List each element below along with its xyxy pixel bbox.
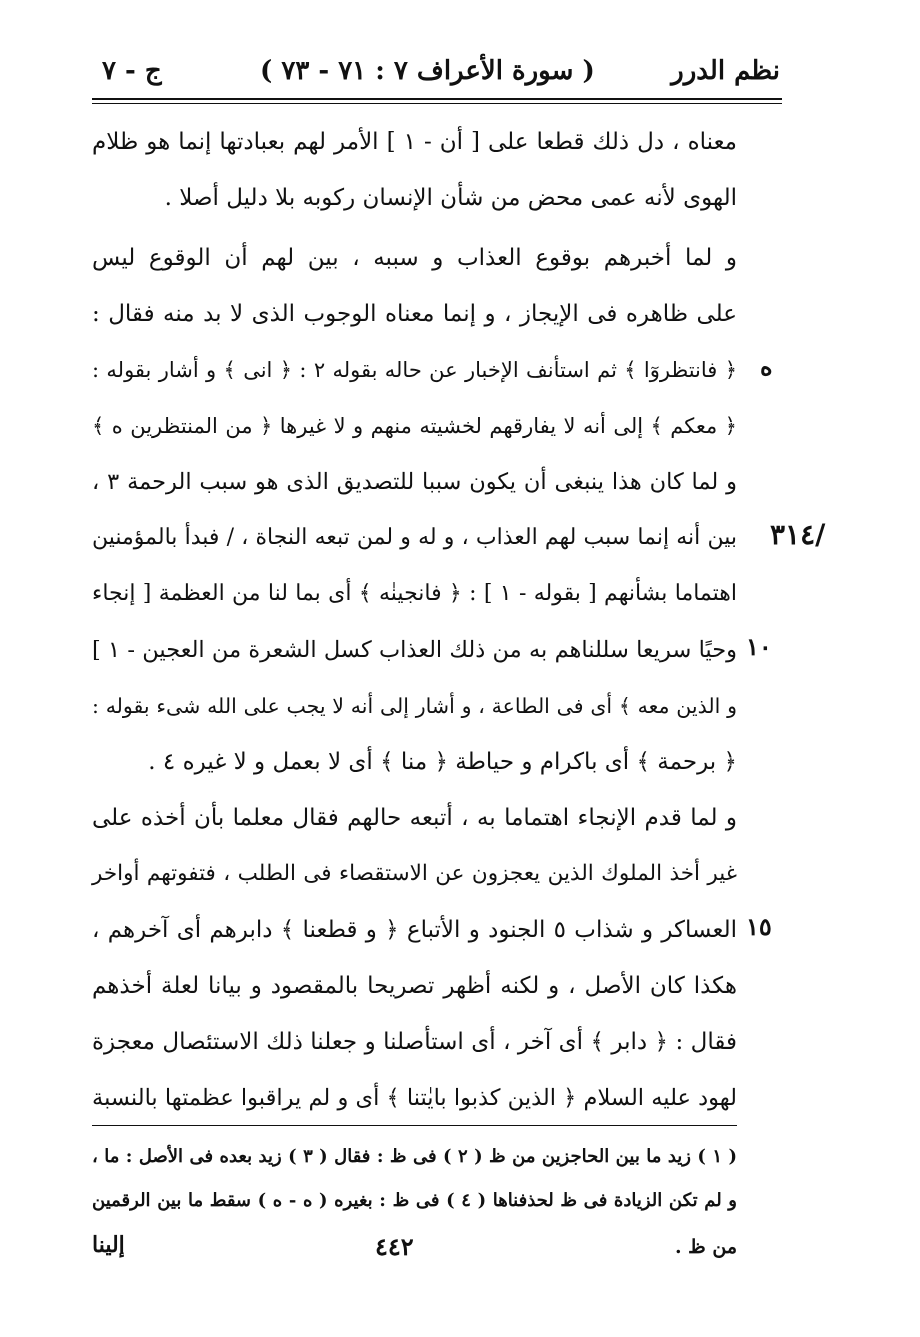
text-line: وحيًا سريعا سللناهم به من ذلك العذاب كسل الشعرة من العجين - ١ ]	[92, 637, 737, 663]
book-title: نظم الدرر	[671, 56, 780, 86]
text-line: فقال : ﴿ دابر ﴾ أى آخر ، أى استأصلنا و جعلنا ذلك الاستئصال معجزة	[92, 1029, 737, 1055]
surah-reference: ( سورة الأعراف ٧ : ٧١ - ٧٣ )	[260, 56, 595, 86]
line-number-15: ١٥	[746, 912, 772, 941]
text-line: هكذا كان الأصل ، و لكنه أظهر تصريحا بالمقصود و بيانا لعلة أخذهم	[92, 973, 737, 999]
text-line: ﴿ معكم ﴾ إلى أنه لا يفارقهم لخشيته منهم و لا غيرها ﴿ من المنتظرين ه ﴾	[92, 414, 737, 438]
text-line: ﴿ فانتظروٓا ﴾ ثم استأنف الإخبار عن حاله بقوله ٢ : ﴿ انى ﴾ و أشار بقوله :	[92, 358, 737, 382]
footnote-line: و لم تكن الزيادة فى ظ لحذفناها ( ٤ ) فى ظ : بغيره ( ه - ه ) سقط ما بين الرقمين	[92, 1190, 737, 1211]
text-line: و لما كان هذا ينبغى أن يكون سببا للتصديق الذى هو سبب الرحمة ٣ ،	[92, 469, 737, 495]
text-line: و لما أخبرهم بوقوع العذاب و سببه ، بين لهم أن الوقوع ليس	[92, 245, 737, 271]
volume-number: ج - ٧	[102, 56, 162, 86]
line-number-5: ه	[760, 352, 773, 381]
manuscript-page-reference: /٣١٤	[770, 518, 826, 551]
text-line: و الذين معه ﴾ أى فى الطاعة ، و أشار إلى أنه لا يجب على الله شىء بقوله :	[92, 694, 737, 718]
text-line: بين أنه إنما سبب لهم العذاب ، و له و لمن تبعه النجاة ، / فبدأ بالمؤمنين	[92, 525, 737, 550]
text-line: معناه ، دل ذلك قطعا على [ أن - ١ ] الأمر لهم بعبادتها إنما هو ظلام	[92, 129, 737, 155]
text-line: ﴿ برحمة ﴾ أى باكرام و حياطة ﴿ منا ﴾ أى لا بعمل و لا غيره ٤ .	[148, 749, 737, 775]
text-line: لهود عليه السلام ﴿ الذين كذبوا بايٰتنا ﴾ أى و لم يراقبوا عظمتها بالنسبة	[92, 1085, 737, 1111]
header-rule	[92, 98, 782, 100]
page-number: ٤٤٢	[375, 1232, 414, 1261]
line-number-10: ١٠	[746, 632, 772, 661]
text-line: الهوى لأنه عمى محض من شأن الإنسان ركوبه بلا دليل أصلا .	[164, 185, 737, 211]
text-line: على ظاهره فى الإيجاز ، و إنما معناه الوجوب الذى لا بد منه فقال :	[92, 301, 737, 327]
page-header	[90, 50, 780, 94]
footnote-rule	[92, 1125, 737, 1126]
text-line: العساكر و شذاب ٥ الجنود و الأتباع ﴿ و قطعنا ﴾ دابرهم أى آخرهم ،	[92, 917, 737, 943]
text-line: غير أخذ الملوك الذين يعجزون عن الاستقصاء فى الطلب ، فتفوتهم أواخر	[92, 861, 737, 886]
text-line: اهتماما بشأنهم [ بقوله - ١ ] : ﴿ فانجينٰه ﴾ أى بما لنا من العظمة [ إنجاء	[92, 581, 737, 606]
text-line: و لما قدم الإنجاء اهتماما به ، أتبعه حالهم فقال معلما بأن أخذه على	[92, 805, 737, 831]
header-rule-thin	[92, 103, 782, 104]
footnote-line: من ظ .	[674, 1236, 737, 1258]
footnote-line: ( ١ ) زيد ما بين الحاجزين من ظ ( ٢ ) فى ظ : فقال ( ٣ ) زيد بعده فى الأصل : ما ،	[92, 1146, 737, 1167]
catchword: إلينا	[92, 1232, 125, 1258]
